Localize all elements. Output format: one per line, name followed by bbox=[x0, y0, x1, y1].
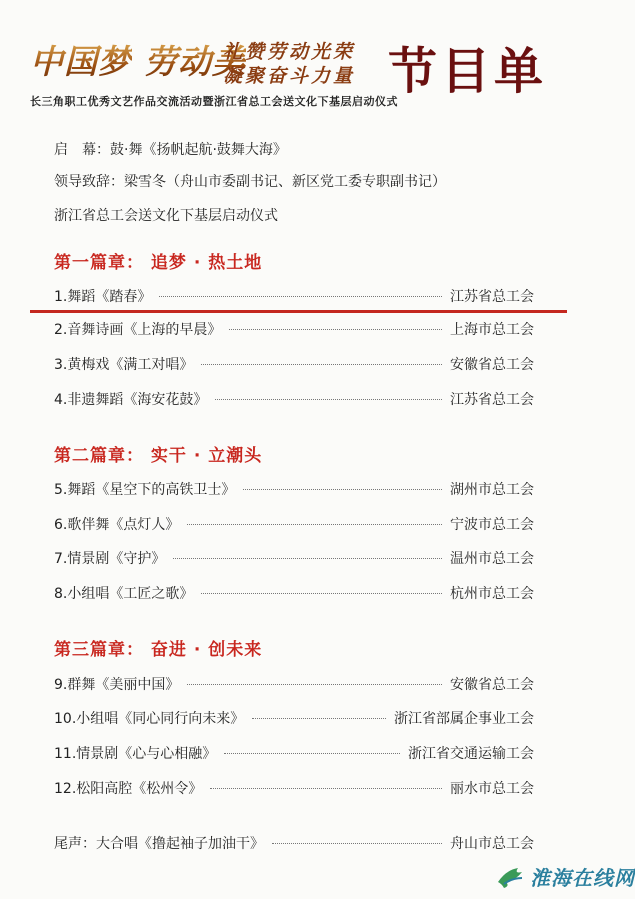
motto bbox=[223, 40, 355, 88]
program-name: 6.歌伴舞《点灯人》 bbox=[54, 517, 180, 533]
program-row bbox=[54, 478, 534, 500]
leader-dots bbox=[210, 788, 442, 789]
leader-dots bbox=[187, 524, 442, 525]
intro-ceremony bbox=[54, 205, 278, 225]
program-org: 上海市总工会 bbox=[450, 322, 534, 338]
intro-opening bbox=[54, 139, 287, 159]
leader-dots bbox=[272, 843, 442, 844]
program-row bbox=[54, 673, 534, 695]
leader-dots bbox=[201, 593, 442, 594]
program-name: 8.小组唱《工匠之歌》 bbox=[54, 586, 194, 602]
finale-row bbox=[54, 832, 534, 854]
program-name: 4.非遗舞蹈《海安花鼓》 bbox=[54, 392, 208, 408]
motto-line-2: 凝聚奋斗力量 bbox=[223, 65, 356, 87]
program-org: 浙江省部属企事业工会 bbox=[394, 711, 534, 727]
program-row bbox=[54, 777, 534, 799]
program-name: 3.黄梅戏《满工对唱》 bbox=[54, 357, 194, 373]
program-name: 7.情景剧《守护》 bbox=[54, 551, 166, 567]
program-name: 9.群舞《美丽中国》 bbox=[54, 677, 180, 693]
program-row bbox=[54, 513, 534, 535]
program-name: 1.舞蹈《踏春》 bbox=[54, 289, 152, 305]
program-row bbox=[54, 547, 534, 569]
leader-dots bbox=[229, 329, 442, 330]
program-org: 杭州市总工会 bbox=[450, 586, 534, 602]
program-org: 丽水市总工会 bbox=[450, 781, 534, 797]
program-row bbox=[54, 318, 534, 340]
intro-label: 启 幕： bbox=[54, 142, 110, 158]
leader-dots bbox=[187, 684, 442, 685]
watermark-text: 淮海在线网 bbox=[530, 866, 635, 890]
red-divider bbox=[30, 310, 567, 313]
chapter-1-heading: 第一篇章： 追梦 · 热土地 bbox=[54, 253, 263, 273]
chapter-2-heading: 第二篇章： 实干 · 立潮头 bbox=[54, 446, 263, 466]
program-name: 2.音舞诗画《上海的早晨》 bbox=[54, 322, 222, 338]
program-row bbox=[54, 285, 534, 307]
slogan-china-dream: 中国梦 bbox=[30, 42, 132, 81]
intro-label: 领导致辞： bbox=[54, 174, 124, 190]
leader-dots bbox=[252, 718, 386, 719]
intro-speech bbox=[54, 171, 446, 191]
leader-dots bbox=[159, 296, 442, 297]
program-name: 12.松阳高腔《松州令》 bbox=[54, 781, 203, 797]
leader-dots bbox=[243, 489, 442, 490]
finale-org: 舟山市总工会 bbox=[450, 836, 534, 852]
program-org: 江苏省总工会 bbox=[450, 392, 534, 408]
brand-slogan bbox=[30, 42, 246, 82]
program-row bbox=[54, 582, 534, 604]
program-row bbox=[54, 707, 534, 729]
program-org: 温州市总工会 bbox=[450, 551, 534, 567]
program-row bbox=[54, 742, 534, 764]
leader-dots bbox=[201, 364, 442, 365]
program-org: 浙江省交通运输工会 bbox=[408, 746, 534, 762]
intro-text: 浙江省总工会送文化下基层启动仪式 bbox=[54, 208, 278, 224]
leader-dots bbox=[173, 558, 442, 559]
motto-line-1: 礼赞劳动光荣 bbox=[223, 41, 356, 63]
program-org: 安徽省总工会 bbox=[450, 357, 534, 373]
intro-text: 鼓·舞《扬帆起航·鼓舞大海》 bbox=[110, 142, 287, 158]
intro-text: 梁雪冬（舟山市委副书记、新区党工委专职副书记） bbox=[124, 174, 446, 190]
slogan-labor-beauty: 劳动美 bbox=[144, 42, 246, 81]
dove-logo-icon bbox=[496, 864, 526, 890]
program-org: 江苏省总工会 bbox=[450, 289, 534, 305]
finale-name: 尾声：大合唱《撸起袖子加油干》 bbox=[54, 836, 264, 852]
program-row bbox=[54, 353, 534, 375]
leader-dots bbox=[215, 399, 442, 400]
program-org: 湖州市总工会 bbox=[450, 482, 534, 498]
program-org: 宁波市总工会 bbox=[450, 517, 534, 533]
event-subtitle: 长三角职工优秀文艺作品交流活动暨浙江省总工会送文化下基层启动仪式 bbox=[30, 95, 398, 108]
leader-dots bbox=[224, 753, 400, 754]
chapter-3-heading: 第三篇章： 奋进 · 创未来 bbox=[54, 640, 263, 660]
program-org: 安徽省总工会 bbox=[450, 677, 534, 693]
program-name: 10.小组唱《同心同行向未来》 bbox=[54, 711, 245, 727]
page-title: 节目单 bbox=[388, 43, 548, 100]
program-name: 11.情景剧《心与心相融》 bbox=[54, 746, 217, 762]
program-name: 5.舞蹈《星空下的高铁卫士》 bbox=[54, 482, 236, 498]
program-row bbox=[54, 388, 534, 410]
site-watermark bbox=[496, 862, 635, 891]
